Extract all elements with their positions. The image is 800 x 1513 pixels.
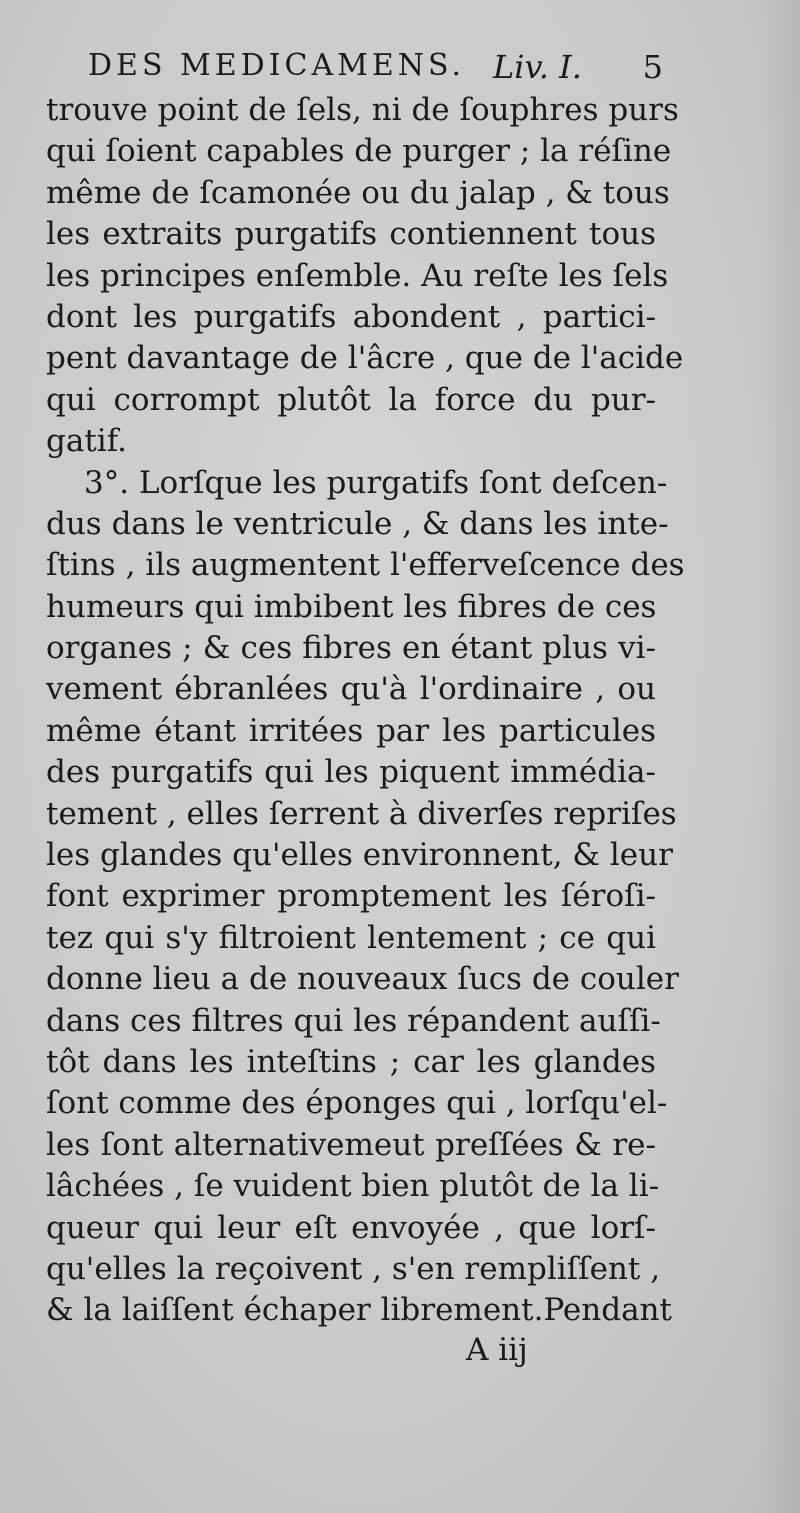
text-line: qui ſoient capables de purger ; la réſine (46, 133, 672, 170)
text-line: les principes enſemble. Au reſte les ſels (46, 257, 669, 294)
text-line: ſont comme des éponges qui , lorſqu'el- (46, 1085, 668, 1122)
text-line: les glandes qu'elles environnent, & leur (46, 837, 673, 874)
text-line: dont les purgatifs abondent , partici- (46, 298, 656, 335)
text-line: queur qui leur eſt envoyée , que lorſ- (46, 1209, 656, 1246)
page-header (88, 40, 663, 92)
body-text (46, 90, 685, 1332)
text-line: tement , elles ſerrent à diverſes repriſes (46, 795, 677, 832)
paragraph-end-line: gatif. (46, 423, 127, 460)
text-line: lâchées , ſe vuident bien plutôt de la li- (46, 1168, 660, 1205)
text-line: donne lieu a de nouveaux ſucs de couler (46, 961, 679, 998)
text-line: font exprimer promptement les ſéroſi- (46, 878, 656, 915)
text-line: tôt dans les inteſtins ; car les glandes (46, 1043, 656, 1080)
text-line: même de ſcamonée ou du jalap , & tous (46, 174, 670, 211)
text-line: organes ; & ces fibres en étant plus vi- (46, 630, 656, 667)
text-line: pent davantage de l'âcre , que de l'acide (46, 340, 684, 377)
text-line: trouve point de ſels, ni de ſouphres purs (46, 92, 679, 128)
text-line: qui corrompt plutôt la force du pur- (46, 381, 656, 418)
text-line: vement ébranlées qu'à l'ordinaire , ou (46, 671, 656, 708)
page-number: 5 (642, 48, 663, 86)
book-reference: Liv. I. (493, 48, 582, 86)
text-line: dans ces filtres qui les répandent auſſi- (46, 1002, 661, 1039)
text-line: les extraits purgatifs contiennent tous (46, 216, 656, 253)
text-line: humeurs qui imbibent les fibres de ces (46, 588, 657, 625)
text-line: tez qui s'y filtroient lentement ; ce qui (46, 919, 656, 956)
text-line: ſtins , ils augmentent l'efferveſcence des (46, 547, 685, 584)
page-edge-shadow (760, 0, 800, 1513)
paragraph-start-line: 3°. Lorſque les purgatifs ſont deſcen- (84, 464, 668, 501)
running-title: DES MEDICAMENS. (88, 48, 466, 83)
text-line: même étant irritées par les particules (46, 712, 656, 749)
signature-mark: A iij (466, 1332, 528, 1368)
text-line: qu'elles la reçoivent , s'en rempliſſent , (46, 1250, 661, 1287)
text-line: dus dans le ventricule , & dans les inte- (46, 505, 669, 542)
text-line: les ſont alternativemeut preſſées & re- (46, 1126, 656, 1163)
text-line: des purgatifs qui les piquent immédia- (46, 754, 656, 791)
text-line: & la laiſſent échaper librement.Pendant (46, 1292, 672, 1329)
